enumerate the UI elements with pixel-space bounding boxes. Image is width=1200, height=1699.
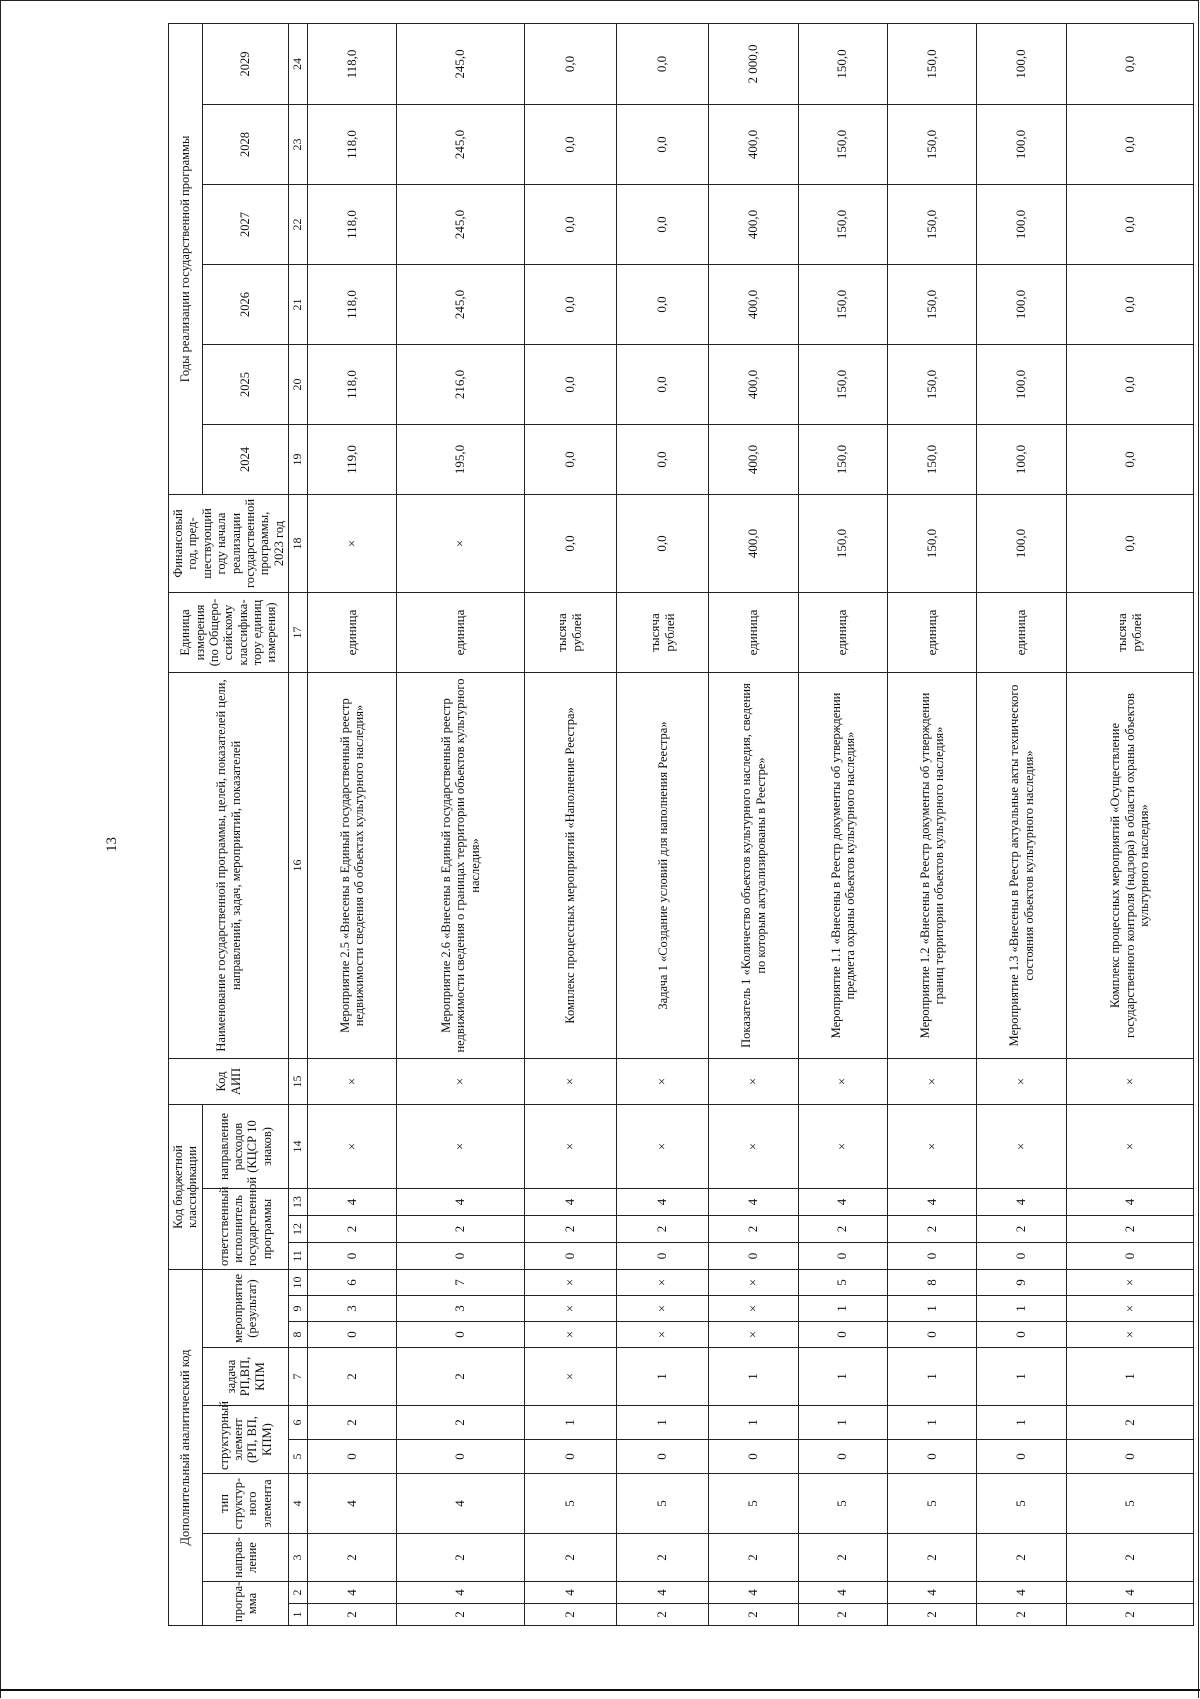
code-cell: 3 (308, 1296, 397, 1322)
year-value-cell: 216,0 (397, 345, 524, 425)
code-cell: 2 (798, 1216, 887, 1243)
code-cell: × (977, 1105, 1066, 1189)
code-cell: 5 (1066, 1474, 1193, 1534)
code-cell: 0 (524, 1440, 616, 1474)
table-row (888, 23, 977, 1625)
fin-year-cell: × (397, 495, 524, 593)
code-cell: 2 (617, 1534, 709, 1582)
fin-year-cell: 0,0 (617, 495, 709, 593)
code-cell: 1 (798, 1296, 887, 1322)
header-program: програ-мма (202, 1582, 288, 1626)
column-number: 13 (289, 1189, 308, 1216)
code-cell: × (524, 1059, 616, 1105)
code-cell: 2 (1066, 1216, 1193, 1243)
year-value-cell: 150,0 (798, 345, 887, 425)
code-cell: 2 (524, 1534, 616, 1582)
column-number-row (289, 23, 308, 1625)
code-cell: 2 (798, 1604, 887, 1626)
code-cell: 4 (977, 1189, 1066, 1216)
code-cell: 2 (1066, 1406, 1193, 1440)
code-cell: 4 (1066, 1189, 1193, 1216)
code-cell: 0 (798, 1440, 887, 1474)
year-value-cell: 0,0 (1066, 425, 1193, 495)
year-value-cell: 245,0 (397, 265, 524, 345)
code-cell: 2 (397, 1534, 524, 1582)
code-cell: 0 (308, 1322, 397, 1348)
code-cell: 0 (308, 1243, 397, 1270)
unit-cell: тысяча рублей (1066, 593, 1193, 673)
fin-year-cell: × (308, 495, 397, 593)
year-value-cell: 100,0 (977, 425, 1066, 495)
year-value-cell: 0,0 (617, 105, 709, 185)
table-row (977, 23, 1066, 1625)
code-cell: 1 (977, 1406, 1066, 1440)
code-cell: 2 (709, 1534, 798, 1582)
column-number: 12 (289, 1216, 308, 1243)
year-value-cell: 150,0 (888, 265, 977, 345)
unit-cell: единица (709, 593, 798, 673)
code-cell: 0 (397, 1440, 524, 1474)
code-cell: × (709, 1322, 798, 1348)
code-cell: × (888, 1105, 977, 1189)
year-value-cell: 150,0 (888, 345, 977, 425)
year-value-cell: 0,0 (524, 425, 616, 495)
code-cell: 4 (709, 1189, 798, 1216)
code-cell: 1 (977, 1296, 1066, 1322)
year-value-cell: 118,0 (308, 105, 397, 185)
column-number: 1 (289, 1604, 308, 1626)
code-cell: 1 (709, 1348, 798, 1406)
header-name: Наименование государственной программы, целей, показателей цели, направлений, задач, мероприятий, показателей (169, 673, 289, 1059)
year-value-cell: 0,0 (617, 185, 709, 265)
code-cell: 1 (798, 1348, 887, 1406)
code-cell: 2 (1066, 1604, 1193, 1626)
code-cell: 0 (617, 1440, 709, 1474)
header-budget-code: Код бюджетной классификации (169, 1105, 203, 1270)
unit-cell: тысяча рублей (524, 593, 616, 673)
column-number: 15 (289, 1059, 308, 1105)
code-cell: 0 (977, 1322, 1066, 1348)
code-cell: × (709, 1105, 798, 1189)
code-cell: 4 (977, 1582, 1066, 1604)
code-cell: 4 (617, 1189, 709, 1216)
column-number: 24 (289, 23, 308, 104)
code-cell: 0 (888, 1322, 977, 1348)
year-value-cell: 400,0 (709, 105, 798, 185)
code-cell: 2 (977, 1534, 1066, 1582)
code-cell: × (397, 1059, 524, 1105)
year-value-cell: 245,0 (397, 105, 524, 185)
code-cell: 0 (977, 1243, 1066, 1270)
code-cell: 1 (888, 1296, 977, 1322)
code-cell: × (524, 1322, 616, 1348)
year-value-cell: 150,0 (798, 185, 887, 265)
code-cell: 2 (397, 1348, 524, 1406)
code-cell: × (1066, 1105, 1193, 1189)
column-number: 21 (289, 265, 308, 345)
code-cell: 2 (397, 1604, 524, 1626)
code-cell: 2 (709, 1216, 798, 1243)
unit-cell: единица (798, 593, 887, 673)
header-type: тип структур-ного элемента (202, 1474, 288, 1534)
column-number: 5 (289, 1440, 308, 1474)
code-cell: 2 (397, 1406, 524, 1440)
year-value-cell: 150,0 (798, 265, 887, 345)
header-direction: направ-ление (202, 1534, 288, 1582)
code-cell: 3 (397, 1296, 524, 1322)
unit-cell: единица (397, 593, 524, 673)
header-event: мероприятие (результат) (202, 1270, 288, 1348)
column-number: 2 (289, 1582, 308, 1604)
name-cell: Комплекс процессных мероприятий «Наполнение Реестра» (524, 673, 616, 1059)
column-number: 22 (289, 185, 308, 265)
header-year-2024: 2024 (202, 425, 288, 495)
column-number: 8 (289, 1322, 308, 1348)
name-cell: Задача 1 «Создание условий для наполнения Реестра» (617, 673, 709, 1059)
year-value-cell: 0,0 (1066, 23, 1193, 104)
code-cell: × (617, 1296, 709, 1322)
header-year-2025: 2025 (202, 345, 288, 425)
code-cell: 2 (1066, 1534, 1193, 1582)
fin-year-cell: 400,0 (709, 495, 798, 593)
column-number: 6 (289, 1406, 308, 1440)
header-years-group: Годы реализации государственной программы (169, 23, 203, 494)
table-row (308, 23, 397, 1625)
code-cell: 2 (888, 1534, 977, 1582)
header-row-1 (169, 23, 203, 1625)
header-year-2027: 2027 (202, 185, 288, 265)
code-cell: × (524, 1270, 616, 1296)
code-cell: 4 (397, 1582, 524, 1604)
code-cell: × (977, 1059, 1066, 1105)
header-responsible: ответственный исполнитель государственной программы (202, 1189, 288, 1270)
code-cell: × (709, 1059, 798, 1105)
code-cell: 1 (617, 1348, 709, 1406)
code-cell: 4 (524, 1189, 616, 1216)
column-number: 23 (289, 105, 308, 185)
name-cell: Мероприятие 2.6 «Внесены в Единый государственный реестр недвижимости сведения о границах территории объектов культурного наследия» (397, 673, 524, 1059)
header-fin-year: Финансовый год, пред-шествующий году начала реализации государственной программы, 2023 год (169, 495, 289, 593)
year-value-cell: 100,0 (977, 105, 1066, 185)
code-cell: 7 (397, 1270, 524, 1296)
year-value-cell: 118,0 (308, 265, 397, 345)
header-year-2029: 2029 (202, 23, 288, 104)
code-cell: 5 (798, 1270, 887, 1296)
code-cell: 2 (308, 1604, 397, 1626)
code-cell: 2 (888, 1604, 977, 1626)
code-cell: 4 (888, 1189, 977, 1216)
column-number: 14 (289, 1105, 308, 1189)
header-expense-direction: направление расходов (КЦСР 10 знаков) (202, 1105, 288, 1189)
table-row (709, 23, 798, 1625)
bottom-rule (0, 1689, 1200, 1691)
table-row (617, 23, 709, 1625)
column-number: 10 (289, 1270, 308, 1296)
unit-cell: тысяча рублей (617, 593, 709, 673)
year-value-cell: 118,0 (308, 23, 397, 104)
code-cell: 4 (524, 1582, 616, 1604)
code-cell: 9 (977, 1270, 1066, 1296)
header-struct-element: структурный элемент (РП, ВП, КПМ) (202, 1406, 288, 1474)
year-value-cell: 245,0 (397, 185, 524, 265)
code-cell: × (524, 1348, 616, 1406)
year-value-cell: 0,0 (524, 265, 616, 345)
year-value-cell: 0,0 (1066, 265, 1193, 345)
fin-year-cell: 100,0 (977, 495, 1066, 593)
table-row (798, 23, 887, 1625)
code-cell: × (709, 1296, 798, 1322)
name-cell: Мероприятие 1.2 «Внесены в Реестр документы об утверждении границ территории объектов культурного наследия» (888, 673, 977, 1059)
code-cell: × (888, 1059, 977, 1105)
code-cell: 5 (798, 1474, 887, 1534)
year-value-cell: 0,0 (524, 23, 616, 104)
table-row (397, 23, 524, 1625)
column-number: 9 (289, 1296, 308, 1322)
year-value-cell: 0,0 (1066, 105, 1193, 185)
code-cell: 0 (798, 1322, 887, 1348)
header-additional-code: Дополнительный аналитический код (169, 1270, 203, 1626)
column-number: 3 (289, 1534, 308, 1582)
year-value-cell: 118,0 (308, 345, 397, 425)
code-cell: 1 (524, 1406, 616, 1440)
program-table (168, 23, 1194, 1626)
table-row (524, 23, 616, 1625)
code-cell: 2 (617, 1604, 709, 1626)
code-cell: 1 (617, 1406, 709, 1440)
unit-cell: единица (308, 593, 397, 673)
header-task: задача РП,ВП, КПМ (202, 1348, 288, 1406)
year-value-cell: 2 000,0 (709, 23, 798, 104)
code-cell: 5 (888, 1474, 977, 1534)
name-cell: Мероприятие 2.5 «Внесены в Единый государственный реестр недвижимости сведения об объектах культурного наследия» (308, 673, 397, 1059)
code-cell: 4 (798, 1189, 887, 1216)
year-value-cell: 0,0 (524, 105, 616, 185)
code-cell: × (1066, 1322, 1193, 1348)
year-value-cell: 100,0 (977, 265, 1066, 345)
table-body (308, 23, 1194, 1625)
year-value-cell: 0,0 (1066, 345, 1193, 425)
rotated-table-wrapper (168, 44, 1152, 1626)
code-cell: 4 (308, 1474, 397, 1534)
code-cell: × (308, 1059, 397, 1105)
code-cell: × (1066, 1296, 1193, 1322)
code-cell: × (308, 1105, 397, 1189)
code-cell: 0 (617, 1243, 709, 1270)
code-cell: 8 (888, 1270, 977, 1296)
column-number: 7 (289, 1348, 308, 1406)
code-cell: × (617, 1105, 709, 1189)
table-row (1066, 23, 1193, 1625)
code-cell: 1 (1066, 1348, 1193, 1406)
year-value-cell: 100,0 (977, 23, 1066, 104)
year-value-cell: 195,0 (397, 425, 524, 495)
page-number: 13 (104, 837, 120, 852)
code-cell: 0 (709, 1243, 798, 1270)
code-cell: 2 (308, 1534, 397, 1582)
code-cell: 0 (888, 1440, 977, 1474)
name-cell: Комплекс процессных мероприятий «Осуществление государственного контроля (надзора) в области охраны объектов культурного наследия» (1066, 673, 1193, 1059)
year-value-cell: 0,0 (617, 23, 709, 104)
code-cell: 0 (888, 1243, 977, 1270)
code-cell: × (617, 1270, 709, 1296)
column-number: 20 (289, 345, 308, 425)
year-value-cell: 0,0 (524, 185, 616, 265)
code-cell: 2 (308, 1406, 397, 1440)
year-value-cell: 150,0 (888, 185, 977, 265)
code-cell: × (798, 1059, 887, 1105)
unit-cell: единица (977, 593, 1066, 673)
code-cell: 1 (977, 1348, 1066, 1406)
code-cell: 2 (977, 1604, 1066, 1626)
code-cell: 4 (1066, 1582, 1193, 1604)
code-cell: 4 (397, 1474, 524, 1534)
year-value-cell: 0,0 (1066, 185, 1193, 265)
year-value-cell: 400,0 (709, 185, 798, 265)
code-cell: 6 (308, 1270, 397, 1296)
code-cell: 2 (798, 1534, 887, 1582)
code-cell: × (397, 1105, 524, 1189)
code-cell: 1 (709, 1406, 798, 1440)
code-cell: × (709, 1270, 798, 1296)
code-cell: × (524, 1296, 616, 1322)
year-value-cell: 150,0 (888, 23, 977, 104)
code-cell: 2 (617, 1216, 709, 1243)
code-cell: 4 (709, 1582, 798, 1604)
code-cell: 4 (798, 1582, 887, 1604)
code-cell: 4 (397, 1189, 524, 1216)
column-number: 16 (289, 673, 308, 1059)
name-cell: Показатель 1 «Количество объектов культурного наследия, сведения по которым актуализированы в Реестре» (709, 673, 798, 1059)
year-value-cell: 0,0 (524, 345, 616, 425)
fin-year-cell: 0,0 (1066, 495, 1193, 593)
year-value-cell: 400,0 (709, 345, 798, 425)
code-cell: 1 (888, 1348, 977, 1406)
year-value-cell: 150,0 (888, 425, 977, 495)
year-value-cell: 400,0 (709, 265, 798, 345)
code-cell: × (1066, 1270, 1193, 1296)
code-cell: 4 (308, 1189, 397, 1216)
code-cell: 0 (1066, 1440, 1193, 1474)
year-value-cell: 150,0 (798, 23, 887, 104)
code-cell: 2 (524, 1604, 616, 1626)
column-number: 18 (289, 495, 308, 593)
code-cell: 2 (709, 1604, 798, 1626)
code-cell: 0 (524, 1243, 616, 1270)
year-value-cell: 400,0 (709, 425, 798, 495)
fin-year-cell: 150,0 (798, 495, 887, 593)
code-cell: 0 (977, 1440, 1066, 1474)
code-cell: 1 (798, 1406, 887, 1440)
year-value-cell: 150,0 (798, 105, 887, 185)
header-unit: Единица измерения (по Общеро-ссийскому классифика-тору единиц измерения) (169, 593, 289, 673)
year-value-cell: 0,0 (617, 345, 709, 425)
year-value-cell: 150,0 (888, 105, 977, 185)
code-cell: × (1066, 1059, 1193, 1105)
column-number: 19 (289, 425, 308, 495)
code-cell: 5 (977, 1474, 1066, 1534)
fin-year-cell: 0,0 (524, 495, 616, 593)
code-cell: 4 (617, 1582, 709, 1604)
code-cell: 0 (397, 1322, 524, 1348)
code-cell: × (524, 1105, 616, 1189)
year-value-cell: 245,0 (397, 23, 524, 104)
code-cell: 0 (798, 1243, 887, 1270)
year-value-cell: 0,0 (617, 425, 709, 495)
code-cell: × (617, 1059, 709, 1105)
code-cell: 0 (397, 1243, 524, 1270)
header-year-2026: 2026 (202, 265, 288, 345)
code-cell: 1 (888, 1406, 977, 1440)
column-number: 17 (289, 593, 308, 673)
code-cell: 2 (397, 1216, 524, 1243)
name-cell: Мероприятие 1.1 «Внесены в Реестр документы об утверждении предмета охраны объектов культурного наследия» (798, 673, 887, 1059)
code-cell: 2 (524, 1216, 616, 1243)
code-cell: 2 (308, 1216, 397, 1243)
code-cell: 2 (977, 1216, 1066, 1243)
year-value-cell: 0,0 (617, 265, 709, 345)
column-number: 4 (289, 1474, 308, 1534)
column-number: 11 (289, 1243, 308, 1270)
code-cell: 0 (709, 1440, 798, 1474)
year-value-cell: 150,0 (798, 425, 887, 495)
header-aip-code: Код АИП (169, 1059, 289, 1105)
code-cell: 5 (524, 1474, 616, 1534)
code-cell: × (617, 1322, 709, 1348)
code-cell: 2 (888, 1216, 977, 1243)
code-cell: 5 (709, 1474, 798, 1534)
name-cell: Мероприятие 1.3 «Внесены в Реестр актуальные акты технического состояния объектов культурного наследия» (977, 673, 1066, 1059)
year-value-cell: 119,0 (308, 425, 397, 495)
year-value-cell: 100,0 (977, 345, 1066, 425)
code-cell: 0 (1066, 1243, 1193, 1270)
code-cell: × (798, 1105, 887, 1189)
code-cell: 2 (308, 1348, 397, 1406)
code-cell: 4 (888, 1582, 977, 1604)
fin-year-cell: 150,0 (888, 495, 977, 593)
year-value-cell: 118,0 (308, 185, 397, 265)
code-cell: 5 (617, 1474, 709, 1534)
year-value-cell: 100,0 (977, 185, 1066, 265)
code-cell: 4 (308, 1582, 397, 1604)
header-year-2028: 2028 (202, 105, 288, 185)
code-cell: 0 (308, 1440, 397, 1474)
unit-cell: единица (888, 593, 977, 673)
